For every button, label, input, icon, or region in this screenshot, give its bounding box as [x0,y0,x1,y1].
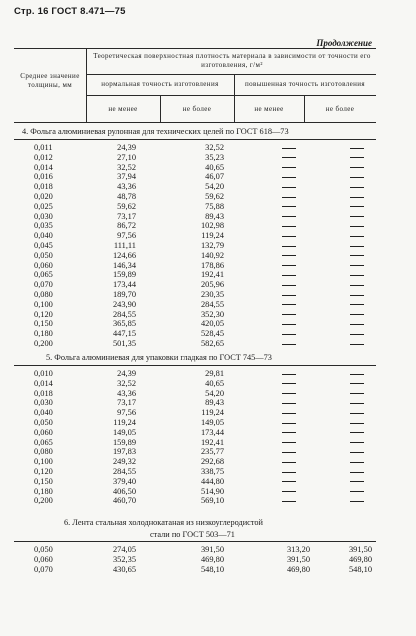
dash-cell [350,496,364,505]
thickness-cell: 0,050 [34,545,53,554]
normal-max-cell: 292,68 [200,457,224,467]
dash-cell [350,251,364,260]
thickness-cell: 0,050 [34,250,53,260]
dash-cell [350,428,364,437]
normal-min-cell: 189,70 [112,290,136,299]
dash-cell [282,310,296,319]
dash-cell [282,251,296,260]
dash-cell [282,379,296,388]
high-min-cell: 469,80 [286,565,310,575]
dash-cell [350,280,364,289]
normal-max-cell: 528,45 [200,329,224,339]
dash-cell [282,212,296,221]
table-row [14,565,376,576]
dash-cell [282,143,296,152]
normal-min-cell: 37,94 [117,172,136,182]
thickness-cell: 0,070 [34,565,53,575]
normal-max-cell: 59,62 [205,192,224,201]
thickness-cell: 0,011 [34,143,53,152]
dash-cell [350,457,364,466]
dash-cell [282,300,296,309]
dash-cell [282,438,296,447]
dash-cell [350,143,364,152]
normal-min-cell: 48,78 [117,192,136,201]
dash-cell [282,408,296,417]
dash-cell [282,369,296,378]
normal-max-cell: 178,86 [200,260,224,270]
normal-max-cell: 444,80 [200,476,224,486]
normal-min-cell: 365,85 [112,319,136,329]
thickness-cell: 0,100 [34,299,53,309]
dash-cell [282,487,296,496]
normal-max-cell: 35,23 [205,152,224,162]
thickness-cell: 0,200 [34,339,53,348]
thickness-cell: 0,150 [34,476,53,486]
normal-min-cell: 146,34 [112,260,136,270]
normal-max-cell: 32,52 [205,143,224,152]
dash-cell [282,457,296,466]
dash-cell [282,163,296,172]
thickness-cell: 0,018 [34,182,53,192]
continued-label: Продолжение [316,38,372,48]
header-sub-rule [86,95,376,96]
normal-min-cell: 284,55 [112,309,136,319]
dash-cell [282,172,296,181]
dash-cell [350,202,364,211]
normal-max-cell: 173,44 [200,427,224,437]
dash-cell [282,319,296,328]
dash-cell [350,172,364,181]
thickness-cell: 0,040 [34,408,53,418]
normal-min-cell: 447,15 [112,329,136,339]
table-row [14,496,376,507]
normal-min-cell: 149,05 [112,427,136,437]
high-max-cell: 391,50 [348,545,372,554]
dash-cell [282,447,296,456]
dash-cell [282,182,296,191]
section-title-6-line2: стали по ГОСТ 503—71 [150,530,235,539]
high-min-cell: 391,50 [286,555,310,565]
normal-max-cell: 352,30 [200,309,224,319]
dash-cell [282,270,296,279]
thickness-cell: 0,070 [34,280,53,290]
normal-min-cell: 197,83 [112,447,136,457]
thickness-cell: 0,180 [34,486,53,496]
dash-cell [350,163,364,172]
thickness-cell: 0,025 [34,201,53,211]
high-min-cell: 313,20 [286,545,310,554]
dash-cell [282,418,296,427]
normal-min-cell: 173,44 [112,280,136,290]
normal-max-cell: 192,41 [200,437,224,447]
dash-cell [350,447,364,456]
normal-max-cell: 338,75 [200,467,224,476]
normal-min-cell: 274,05 [112,545,136,554]
dash-cell [350,379,364,388]
normal-min-cell: 243,90 [112,299,136,309]
normal-max-cell: 54,20 [205,388,224,398]
dash-cell [282,389,296,398]
dash-cell [350,153,364,162]
table-header [14,48,376,123]
thickness-cell: 0,010 [34,369,53,378]
thickness-cell: 0,080 [34,447,53,457]
normal-max-cell: 391,50 [200,545,224,554]
normal-min-cell: 32,52 [117,162,136,172]
dash-cell [282,398,296,407]
thickness-cell: 0,120 [34,309,53,319]
header-high-max: не более [325,105,355,113]
thickness-cell: 0,020 [34,192,53,201]
normal-min-cell: 460,70 [112,496,136,506]
table-row [14,339,376,350]
dash-cell [282,280,296,289]
dash-cell [350,329,364,338]
normal-max-cell: 75,88 [205,201,224,211]
section-title-5: 5. Фольга алюминиевая для упаковки гладкая по ГОСТ 745—73 [46,353,272,362]
thickness-cell: 0,040 [34,231,53,241]
dash-cell [282,202,296,211]
normal-min-cell: 43,36 [117,388,136,398]
thickness-cell: 0,018 [34,388,53,398]
section-6-rule [14,541,376,542]
normal-min-cell: 73,17 [117,211,136,221]
thickness-cell: 0,060 [34,427,53,437]
thickness-cell: 0,065 [34,270,53,280]
thickness-cell: 0,012 [34,152,53,162]
normal-max-cell: 149,05 [200,418,224,427]
dash-cell [282,231,296,240]
thickness-cell: 0,014 [34,378,53,388]
dash-cell [350,261,364,270]
normal-min-cell: 119,24 [113,418,136,427]
normal-max-cell: 420,05 [200,319,224,329]
thickness-cell: 0,045 [34,241,53,250]
normal-max-cell: 582,65 [200,339,224,348]
dash-cell [350,231,364,240]
dash-cell [350,212,364,221]
normal-max-cell: 119,24 [201,408,224,418]
normal-min-cell: 86,72 [117,221,136,231]
normal-min-cell: 97,56 [117,231,136,241]
normal-min-cell: 73,17 [117,398,136,408]
thickness-cell: 0,200 [34,496,53,506]
dash-cell [350,290,364,299]
normal-max-cell: 548,10 [200,565,224,575]
normal-max-cell: 140,92 [200,250,224,260]
dash-cell [350,339,364,348]
normal-max-cell: 469,80 [200,555,224,565]
normal-min-cell: 352,35 [112,555,136,565]
normal-min-cell: 111,11 [113,241,136,250]
thickness-cell: 0,030 [34,211,53,221]
normal-max-cell: 54,20 [205,182,224,192]
dash-cell [282,428,296,437]
normal-max-cell: 230,35 [200,290,224,299]
thickness-cell: 0,014 [34,162,53,172]
normal-max-cell: 192,41 [200,270,224,280]
section-5-rule [14,365,376,366]
normal-min-cell: 249,32 [112,457,136,467]
header-high-accuracy: повышенная точность изготовления [244,80,366,88]
normal-max-cell: 284,55 [200,299,224,309]
normal-max-cell: 29,81 [205,369,224,378]
normal-min-cell: 124,66 [112,250,136,260]
normal-max-cell: 89,43 [205,398,224,408]
page-header: Стр. 16 ГОСТ 8.471—75 [14,6,126,17]
dash-cell [350,487,364,496]
header-density: Теоретическая поверхностная плотность материала в зависимости от точности его изготовления, г/м² [93,52,371,69]
normal-max-cell: 132,79 [200,241,224,250]
normal-max-cell: 514,90 [200,486,224,496]
dash-cell [282,261,296,270]
dash-cell [350,300,364,309]
normal-min-cell: 501,35 [112,339,136,348]
normal-min-cell: 24,39 [117,143,136,152]
header-mid-rule [86,74,376,75]
header-bottom-rule [14,122,376,123]
dash-cell [350,418,364,427]
dash-cell [350,369,364,378]
dash-cell [282,290,296,299]
normal-max-cell: 569,10 [200,496,224,506]
thickness-cell: 0,065 [34,437,53,447]
dash-cell [350,192,364,201]
normal-max-cell: 89,43 [205,211,224,221]
thickness-cell: 0,060 [34,260,53,270]
normal-min-cell: 379,40 [112,476,136,486]
normal-max-cell: 235,77 [200,447,224,457]
dash-cell [282,467,296,476]
dash-cell [350,467,364,476]
header-normal-max: не более [182,105,212,113]
thickness-cell: 0,035 [34,221,53,231]
dash-cell [282,241,296,250]
dash-cell [282,477,296,486]
dash-cell [350,438,364,447]
thickness-cell: 0,150 [34,319,53,329]
dash-cell [350,221,364,230]
normal-min-cell: 159,89 [112,437,136,447]
dash-cell [350,310,364,319]
header-top-rule [14,48,376,49]
dash-cell [350,182,364,191]
thickness-cell: 0,050 [34,418,53,427]
normal-min-cell: 159,89 [112,270,136,280]
thickness-cell: 0,100 [34,457,53,467]
header-normal-min: не менее [108,105,138,113]
dash-cell [350,241,364,250]
normal-min-cell: 97,56 [117,408,136,418]
header-thickness: Среднее значение толщины, мм [20,72,80,89]
normal-min-cell: 24,39 [117,369,136,378]
header-high-min: не менее [254,105,284,113]
normal-min-cell: 430,65 [112,565,136,575]
normal-max-cell: 205,96 [200,280,224,290]
thickness-cell: 0,180 [34,329,53,339]
high-max-cell: 548,10 [348,565,372,575]
dash-cell [282,329,296,338]
normal-max-cell: 40,65 [205,162,224,172]
normal-max-cell: 46,07 [205,172,224,182]
dash-cell [282,192,296,201]
section-title-4: 4. Фольга алюминиевая рулонная для технических целей по ГОСТ 618—73 [22,127,289,136]
normal-min-cell: 284,55 [112,467,136,476]
dash-cell [282,496,296,505]
dash-cell [350,270,364,279]
dash-cell [282,221,296,230]
thickness-cell: 0,016 [34,172,53,182]
normal-min-cell: 59,62 [117,201,136,211]
thickness-cell: 0,080 [34,290,53,299]
normal-min-cell: 32,52 [117,378,136,388]
high-max-cell: 469,80 [348,555,372,565]
dash-cell [350,398,364,407]
normal-min-cell: 43,36 [117,182,136,192]
dash-cell [350,319,364,328]
normal-min-cell: 27,10 [117,152,136,162]
dash-cell [350,408,364,417]
header-normal-accuracy: нормальная точность изготовления [101,80,219,88]
dash-cell [350,389,364,398]
dash-cell [282,339,296,348]
section-4-rule [14,139,376,140]
thickness-cell: 0,030 [34,398,53,408]
normal-max-cell: 102,98 [200,221,224,231]
normal-max-cell: 119,24 [201,231,224,241]
section-title-6-line1: 6. Лента стальная холоднокатаная из низкоуглеродистой [64,518,263,527]
thickness-cell: 0,120 [34,467,53,476]
dash-cell [282,153,296,162]
dash-cell [350,477,364,486]
thickness-cell: 0,060 [34,555,53,565]
normal-min-cell: 406,50 [112,486,136,496]
normal-max-cell: 40,65 [205,378,224,388]
